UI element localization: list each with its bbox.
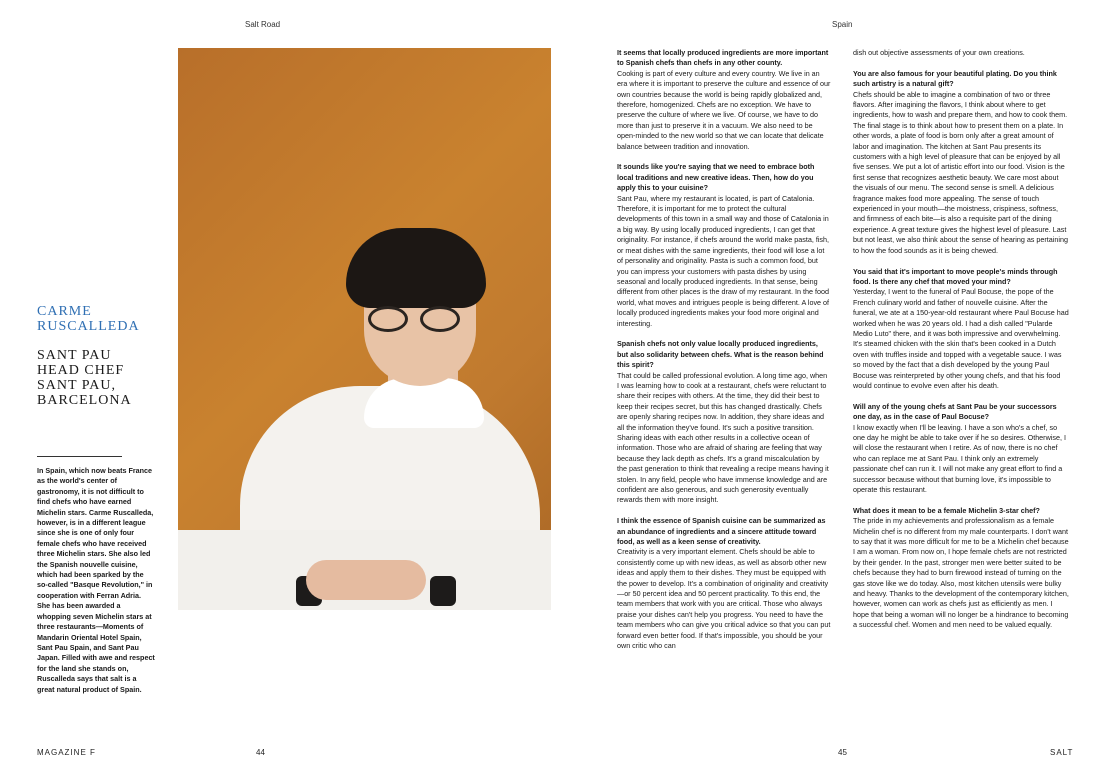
photo-cuff-right <box>430 576 456 606</box>
interview-question: You are also famous for your beautiful plating. Do you think such artistry is a natural gift? <box>853 68 1057 89</box>
qa-block <box>853 506 1069 631</box>
qa-block <box>853 267 1069 392</box>
divider-rule <box>37 456 122 457</box>
interview-answer: I know exactly when I'll be leaving. I have a son who's a chef, so one day he might be able to take over if he so desires. Otherwise, I will close the restaurant when I retire. As of now, there is no chef who can replace me at Sant Pau. I think only an extremely passionate chef can run it. I will not make any great effort to find a successor because without that burning love, it's impossible to operate this restaurant. <box>853 422 1066 495</box>
interview-answer-continued: dish out objective assessments of your own creations. <box>853 48 1025 57</box>
interview-answer: Sant Pau, where my restaurant is located, is part of Catalonia. Therefore, it is important for me to protect the cultural developments of this town in a small way and those of Catalonia in a big way. By using locally produced ingredients, I can get that originality. For instance, if chefs around the world make pasta, fish, or meat dishes with the same ingredients, their food will lose a lot of personality and originality. Pasta is such a common food, but you can impress your customers with pasta dishes by using seasonal and locally produced ingredients. In that sense, being different from other places is the draw of my restaurant. In the food world, what moves and intrigues people is being different. A love of locally produced ingredients makes your food more original and interesting. <box>617 193 830 328</box>
interview-question: It sounds like you're saying that we need to embrace both local traditions and new creative ideas. Then, how do you apply this to your cuisine? <box>617 162 815 193</box>
interview-question: What does it mean to be a female Michelin 3-star chef? <box>853 505 1040 515</box>
intro-paragraph: In Spain, which now beats France as the world's center of gastronomy, it is not difficult to find chefs who have earned Michelin stars. Carme Ruscalleda, however, is in a different league since she is one of only four female chefs who have received three Michelin stars. She also led the Spanish nouvelle cuisine, which had been sparked by the so-called "Basque Revolution," in cooperation with Ferran Adria. She has been awarded a whopping seven Michelin stars at three restaurants—Moments of Mandarin Oriental Hotel Spain, Sant Pau Spain, and Sant Pau Japan. Filled with awe and respect for the land she stands on, Ruscalleda says that salt is a great natural product of Spain. <box>37 466 155 694</box>
interview-question: You said that it's important to move people's minds through food. Is there any chef that moved your mind? <box>853 266 1058 286</box>
chef-name: CARME RUSCALLEDA <box>37 304 140 334</box>
qa-block <box>853 402 1069 496</box>
qa-block <box>617 162 831 329</box>
interview-question: I think the essence of Spanish cuisine can be summarized as an abundance of ingredients and a sincere attitude toward food, as well as a keen sense of creativity. <box>617 516 826 547</box>
running-head-right: Spain <box>832 20 853 29</box>
photo-hair <box>346 228 486 308</box>
qa-block <box>617 48 831 152</box>
interview-answer: Cooking is part of every culture and every country. We live in an era where it is important to preserve the culture and essence of our own countries because the world is being rapidly globalized and, therefore, homogenized. Chefs are no exception. We have to preserve the culture of where we live. Of course, we have to do more than just to preserve it in a vacuum. We also need to be open-minded to the new world so that we can locate that delicate balance between tradition and innovation. <box>617 68 831 151</box>
qa-block <box>853 69 1069 256</box>
qa-block <box>617 339 831 506</box>
qa-block <box>853 48 1069 58</box>
footer-magazine-left: MAGAZINE F <box>37 748 96 757</box>
page-number-left: 44 <box>256 748 265 757</box>
interview-answer: Chefs should be able to imagine a combination of two or three flavors. After imagining the flavors, I think about where to get ingredients, how to wash and prepare them, and how to cook them. The final stage is to think about how to present them on a plate. In other words, a plate of food is born only after a great amount of labor and imagination. The kitchen at Sant Pau presents its customers with a high level of pleasure that can be enjoyed by all five senses. We put a lot of artistic effort into our food. Vision is the first sense that recognizes aesthetic beauty. We care most about the visuals of our menu. The second sense is smell. A delicious fragrance makes food more appealing. The sense of touch experienced in your mouth—the moistness, crispiness, softness, and firmness of each bite—is also a requisite part of the dining experience. A great texture gives the highest level of pleasure. Last but not least, we also think about the sense of hearing as pertaining to how the food sounds as it is being chewed. <box>853 89 1068 255</box>
interview-question: Will any of the young chefs at Sant Pau be your successors one day, as in the case of Paul Bocuse? <box>853 401 1057 422</box>
footer-magazine-right: SALT <box>1050 748 1074 757</box>
interview-answer: Yesterday, I went to the funeral of Paul Bocuse, the pope of the French culinary world and father of nouvelle cuisine. After the funeral, we ate at a 150-year-old restaurant where Paul Bocuse had worked when he was 20 years old. I had a dish called "Pularde Medio Luto" there, and it was both impressive and overwhelming. It's steamed chicken with the skin that's been cooked in a Dutch oven with truffles inside and topped with a vegetable sauce. I was so moved by the fact that a dish developed by the young Paul Bocuse was reinterpreted by other young chefs, and that his food would continue to evolve even after his death. <box>853 287 1069 390</box>
interview-column-b <box>853 48 1069 641</box>
interview-answer: Creativity is a very important element. Chefs should be able to consistently come up with new ideas, as well as absorb other new ideas and apply them to their dishes. They must be equipped with the power to develop. It's a combination of originality and creativity—or 50 percent idea and 50 percent practicality. To this end, the team members that work with you are critical. Those who always praise your dishes can't help you progress. You need to have the team members who can give you critical advice so that you can put forward even better food. If that's impossible, you should be your own critic who can <box>617 547 831 651</box>
interview-column-a <box>617 48 831 662</box>
interview-question: It seems that locally produced ingredients are more important to Spanish chefs than chefs in any other county. <box>617 48 829 68</box>
photo-hands <box>306 560 426 600</box>
qa-block <box>617 516 831 651</box>
chef-role: SANT PAU HEAD CHEF SANT PAU, BARCELONA <box>37 348 132 408</box>
interview-answer: The pride in my achievements and professionalism as a female Michelin chef is no different from my male counterparts. I don't want to say that it was more difficult for me to be a Michelin chef because I am a woman. From now on, I hope female chefs are not restricted by their gender. In the past, stronger men were better suited to be chefs because they had to burn firewood instead of turning on the gas stove like we do today. Also, most kitchen utensils were bulky and heavy. Thanks to the development of the contemporary kitchen, however, women can work as chefs just as efficiently as men. I hope that being a woman will no longer be a hindrance to becoming a successful chef. Women and men need to be valued equally. <box>853 516 1069 630</box>
page-number-right: 45 <box>838 748 847 757</box>
chef-portrait-photo <box>178 48 551 610</box>
interview-question: Spanish chefs not only value locally produced ingredients, but also solidarity between chefs. What is the reason behind this spirit? <box>617 339 824 370</box>
running-head-left: Salt Road <box>245 20 281 29</box>
interview-answer: That could be called professional evolution. A long time ago, when I was learning how to cook at a restaurant, chefs were reluctant to share their recipes with others. At the time, they did their best to keep their recipes secret, but this has changed drastically. Chefs are openly sharing recipes now. In addition, they share ideas and all the information they've found. It's such a positive transition. Sharing ideas with each other results in a collective ocean of information. Those who are afraid of sharing are feeling that way because they lack depth as chefs. It's a grand miscalculation by the past generation to think that revealing a recipe means having it stolen. In any field, people who have immense knowledge and are confident are also generous, and such generosity eventually rewards them with more insight. <box>617 370 829 505</box>
photo-glasses <box>368 306 468 334</box>
